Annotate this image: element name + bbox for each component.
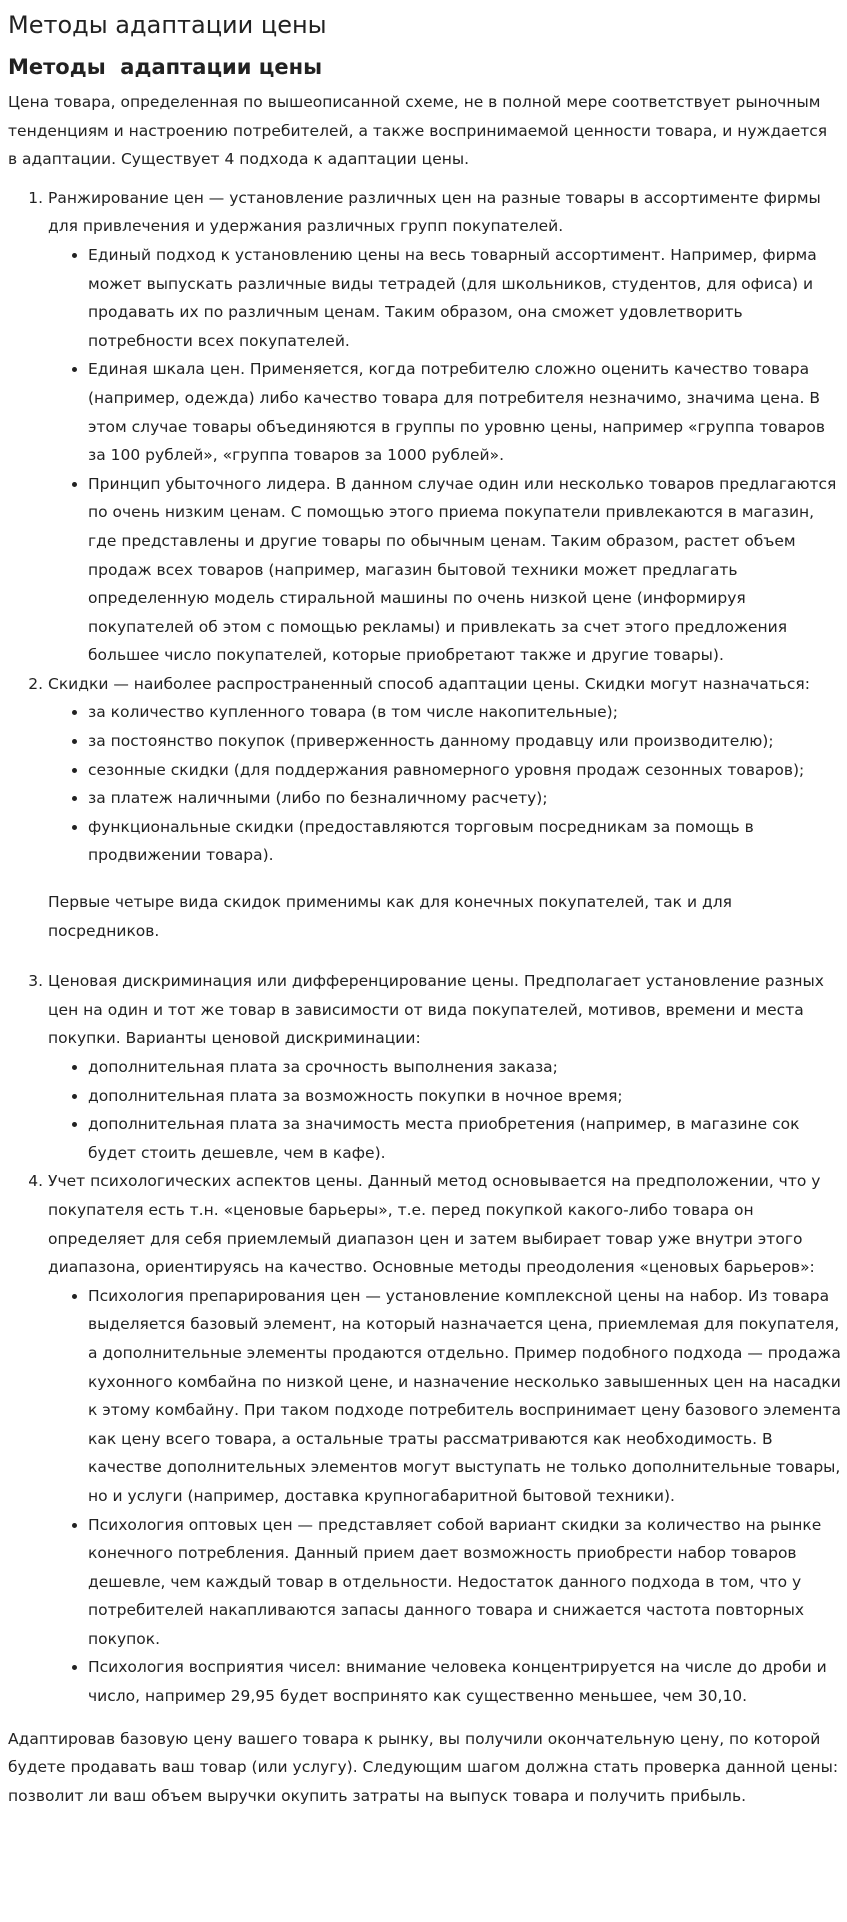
list-item: • дополнительная плата за значимость места приобретения (например, в магазине сок будет стоить дешевле, чем в кафе). [88,1110,841,1167]
list-item: • функциональные скидки (предоставляются торговым посредникам за помощь в продвижении товара). [88,813,841,870]
conclusion-paragraph: Адаптировав базовую цену вашего товара к рынку, вы получили окончательную цену, по которой будете продавать ваш товар (или услугу). Следующим шагом должна стать проверка данной цены: позволит ли ваш объем выручки окупить затраты на выпуск товара и получить прибыль. [8,1729,839,1805]
intro-paragraph: Цена товара, определенная по вышеописанной схеме, не в полной мере соответствует рыночным тенденциям и настроению потребителей, а также воспринимаемой ценности товара, и нуждается в адаптации. Существует 4 подхода к адаптации цены. [8,93,828,169]
list-item: • сезонные скидки (для поддержания равномерного уровня продаж сезонных товаров); [88,756,841,785]
methods-list [8,184,841,1711]
list-item: • Психология препарирования цен — установление комплексной цены на набор. Из товара выделяется базовый элемент, на который назначается цена, приемлемая для покупателя, а дополнительные элементы продаются отдельно. Пример подобного подхода — продажа кухонного комбайна по низкой цене, и назначение несколько завышенных цен на насадки к этому комбайну. При таком подходе потребитель воспринимает цену базового элемента как цену всего товара, а остальные траты рассматриваются как необходимость. В качестве дополнительных элементов могут выступать не только дополнительные товары, но и услуги (например, доставка крупногабаритной бытовой техники). [88,1282,841,1511]
method-item-ranking [48,184,841,670]
method-text: Ранжирование цен — установление различных цен на разные товары в ассортименте фирмы для привлечения и удержания различных групп покупателей. [48,188,821,236]
article-heading: Методы адаптации цены [8,55,323,79]
list-item: • за количество купленного товара (в том числе накопительные); [88,698,841,727]
method-sublist [48,1282,841,1711]
list-item: • за постоянство покупок (приверженность данному продавцу или производителю); [88,727,841,756]
method-sublist [48,698,841,870]
method-sublist [48,1053,841,1167]
list-item: • Принцип убыточного лидера. В данном случае один или несколько товаров предлагаются по очень низким ценам. С помощью этого приема покупатели привлекаются в магазин, где представлены и другие товары по обычным ценам. Таким образом, растет объем продаж всех товаров (например, магазин бытовой техники может предлагать определенную модель стиральной машины по очень низкой цене (информируя покупателей об этом с помощью рекламы) и привлекать за счет этого предложения большее число покупателей, которые приобретают также и другие товары). [88,470,841,670]
method-text: Скидки — наиболее распространенный способ адаптации цены. Скидки могут назначаться: [48,674,810,693]
method-item-psychology [48,1167,841,1710]
list-item: • дополнительная плата за срочность выполнения заказа; [88,1053,841,1082]
list-item: • дополнительная плата за возможность покупки в ночное время; [88,1082,841,1111]
page-title: Методы адаптации цены [8,11,327,39]
discounts-note: Первые четыре вида скидок применимы как для конечных покупателей, так и для посредников. [48,893,732,940]
list-item: • Психология оптовых цен — представляет собой вариант скидки за количество на рынке конечного потребления. Данный прием дает возможность приобрести набор товаров дешевле, чем каждый товар в отдельности. Недостаток данного подхода в том, что у потребителей накапливаются запасы данного товара и снижается частота повторных покупок. [88,1511,841,1654]
list-item: • Единый подход к установлению цены на весь товарный ассортимент. Например, фирма может выпускать различные виды тетрадей (для школьников, студентов, для офиса) и продавать их по различным ценам. Таким образом, она сможет удовлетворить потребности всех покупателей. [88,241,841,355]
method-sublist [48,241,841,670]
method-text: Ценовая дискриминация или дифференцирование цены. Предполагает установление разных цен на один и тот же товар в зависимости от вида покупателей, мотивов, времени и места покупки. Варианты ценовой дискриминации: [48,972,824,1048]
method-item-discounts [48,670,841,945]
method-item-discrimination [48,967,841,1167]
method-text: Учет психологических аспектов цены. Данный метод основывается на предположении, что у покупателя есть т.н. «ценовые барьеры», т.е. перед покупкой какого-либо товара он определяет для себя приемлемый диапазон цен и затем выбирает товар уже внутри этого диапазона, ориентируясь на качество. Основные методы преодоления «ценовых барьеров»: [48,1172,821,1277]
list-item: • Единая шкала цен. Применяется, когда потребителю сложно оценить качество товара (например, одежда) либо качество товара для потребителя незначимо, значима цена. В этом случае товары объединяются в группы по уровню цены, например «группа товаров за 100 рублей», «группа товаров за 1000 рублей». [88,355,841,469]
list-item: • за платеж наличными (либо по безналичному расчету); [88,784,841,813]
list-item: • Психология восприятия чисел: внимание человека концентрируется на числе до дроби и число, например 29,95 будет воспринято как существенно меньшее, чем 30,10. [88,1653,841,1710]
